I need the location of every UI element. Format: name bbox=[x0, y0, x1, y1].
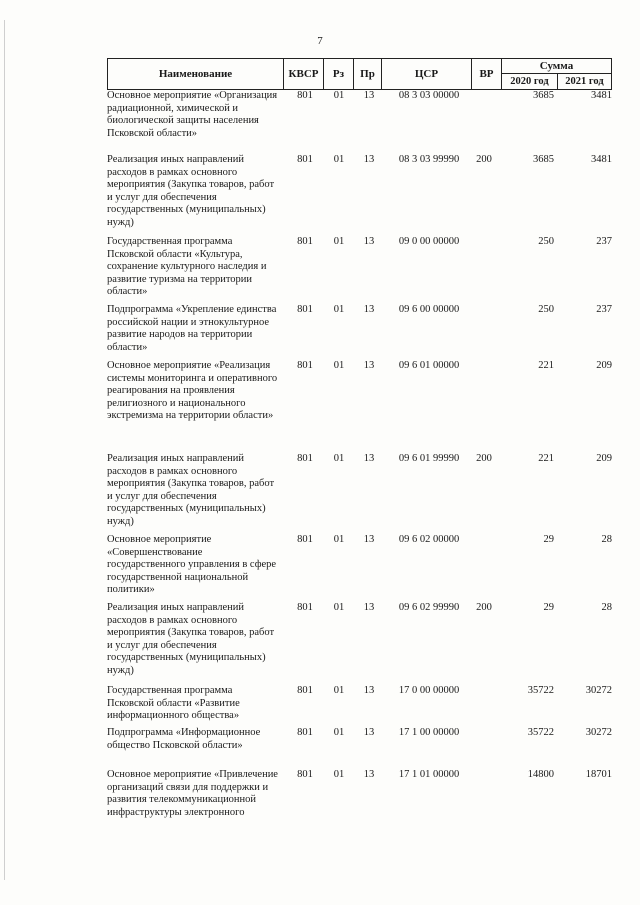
row-name: Реализация иных направлений расходов в рамках основного мероприятия (Закупка товаров, работ и услуг для обеспечения государственных (муниципальных) нужд) bbox=[107, 154, 275, 228]
row-rz: 01 bbox=[333, 534, 345, 545]
row-csr: 08 3 03 00000 bbox=[398, 90, 460, 101]
row-kvsr: 801 bbox=[297, 90, 313, 101]
row-sum-2021: 18701 bbox=[585, 769, 612, 780]
row-name: Основное мероприятие «Организация радиационной, химической и биологической защиты населения Псковской области» bbox=[107, 90, 278, 139]
row-name: Основное мероприятие «Привлечение организаций связи для поддержки и развития телекоммуникационной инфраструктуры электронного bbox=[107, 769, 278, 818]
row-sum-2021: 30272 bbox=[585, 727, 612, 738]
header-year-2020: 2020 год bbox=[501, 74, 557, 89]
row-csr: 09 6 02 99990 bbox=[398, 602, 460, 613]
row-sum-2020: 250 bbox=[538, 304, 554, 315]
row-name: Основное мероприятие «Реализация системы мониторинга и оперативного реагирования на проявления религиозного и национального экстремизма на территории области» bbox=[107, 360, 278, 422]
row-kvsr: 801 bbox=[297, 304, 313, 315]
row-pr: 13 bbox=[363, 534, 375, 545]
row-sum-2020: 221 bbox=[538, 453, 554, 464]
row-csr: 17 1 01 00000 bbox=[398, 769, 460, 780]
row-pr: 13 bbox=[363, 769, 375, 780]
row-kvsr: 801 bbox=[297, 236, 313, 247]
header-name: Наименование bbox=[107, 59, 283, 89]
row-kvsr: 801 bbox=[297, 769, 313, 780]
row-csr: 09 6 01 99990 bbox=[398, 453, 460, 464]
row-rz: 01 bbox=[333, 602, 345, 613]
row-pr: 13 bbox=[363, 602, 375, 613]
row-csr: 09 6 02 00000 bbox=[398, 534, 460, 545]
row-csr: 09 6 00 00000 bbox=[398, 304, 460, 315]
row-vr: 200 bbox=[476, 154, 492, 165]
row-rz: 01 bbox=[333, 727, 345, 738]
row-sum-2021: 209 bbox=[596, 453, 612, 464]
row-sum-2021: 30272 bbox=[585, 685, 612, 696]
row-rz: 01 bbox=[333, 154, 345, 165]
row-pr: 13 bbox=[363, 90, 375, 101]
row-csr: 17 0 00 00000 bbox=[398, 685, 460, 696]
scan-margin-line bbox=[4, 20, 5, 880]
row-sum-2021: 3481 bbox=[591, 90, 612, 101]
row-rz: 01 bbox=[333, 236, 345, 247]
header-sum: Сумма bbox=[501, 59, 612, 74]
row-sum-2020: 3685 bbox=[533, 90, 554, 101]
row-csr: 08 3 03 99990 bbox=[398, 154, 460, 165]
row-rz: 01 bbox=[333, 453, 345, 464]
row-csr: 09 0 00 00000 bbox=[398, 236, 460, 247]
row-kvsr: 801 bbox=[297, 453, 313, 464]
row-sum-2021: 3481 bbox=[591, 154, 612, 165]
row-sum-2020: 29 bbox=[543, 602, 554, 613]
row-sum-2021: 209 bbox=[596, 360, 612, 371]
row-pr: 13 bbox=[363, 453, 375, 464]
row-sum-2020: 29 bbox=[543, 534, 554, 545]
row-sum-2020: 3685 bbox=[533, 154, 554, 165]
row-sum-2021: 237 bbox=[596, 304, 612, 315]
row-name: Реализация иных направлений расходов в рамках основного мероприятия (Закупка товаров, работ и услуг для обеспечения государственных (муниципальных) нужд) bbox=[107, 453, 275, 527]
page-number: 7 bbox=[317, 35, 323, 47]
row-kvsr: 801 bbox=[297, 154, 313, 165]
row-sum-2021: 28 bbox=[601, 602, 612, 613]
row-kvsr: 801 bbox=[297, 685, 313, 696]
row-pr: 13 bbox=[363, 685, 375, 696]
row-sum-2020: 14800 bbox=[527, 769, 554, 780]
row-sum-2020: 35722 bbox=[527, 685, 554, 696]
row-name: Подпрограмма «Укрепление единства российской нации и этнокультурное развитие народов на территории области» bbox=[107, 304, 277, 353]
header-pr: Пр bbox=[353, 59, 381, 89]
row-vr: 200 bbox=[476, 453, 492, 464]
row-sum-2020: 221 bbox=[538, 360, 554, 371]
row-vr: 200 bbox=[476, 602, 492, 613]
row-pr: 13 bbox=[363, 304, 375, 315]
header-kvsr: КВСР bbox=[283, 59, 323, 89]
table-header bbox=[107, 58, 612, 90]
header-vr: ВР bbox=[471, 59, 501, 89]
row-sum-2021: 28 bbox=[601, 534, 612, 545]
row-name: Подпрограмма «Информационное общество Псковской области» bbox=[107, 727, 261, 751]
row-rz: 01 bbox=[333, 360, 345, 371]
row-name: Государственная программа Псковской области «Развитие информационного общества» bbox=[107, 685, 240, 722]
row-sum-2021: 237 bbox=[596, 236, 612, 247]
row-name: Государственная программа Псковской области «Культура, сохранение культурного наследия и развитие туризма на территории области» bbox=[107, 236, 267, 298]
row-rz: 01 bbox=[333, 304, 345, 315]
row-sum-2020: 35722 bbox=[527, 727, 554, 738]
row-csr: 17 1 00 00000 bbox=[398, 727, 460, 738]
row-rz: 01 bbox=[333, 769, 345, 780]
row-name: Основное мероприятие «Совершенствование государственного управления в сфере государственной национальной политики» bbox=[107, 534, 277, 596]
header-rz: Рз bbox=[323, 59, 353, 89]
row-kvsr: 801 bbox=[297, 360, 313, 371]
header-csr: ЦСР bbox=[381, 59, 471, 89]
row-pr: 13 bbox=[363, 236, 375, 247]
row-kvsr: 801 bbox=[297, 534, 313, 545]
row-pr: 13 bbox=[363, 727, 375, 738]
row-pr: 13 bbox=[363, 360, 375, 371]
row-rz: 01 bbox=[333, 685, 345, 696]
row-sum-2020: 250 bbox=[538, 236, 554, 247]
row-rz: 01 bbox=[333, 90, 345, 101]
row-kvsr: 801 bbox=[297, 602, 313, 613]
header-year-2021: 2021 год bbox=[557, 74, 612, 89]
row-pr: 13 bbox=[363, 154, 375, 165]
row-csr: 09 6 01 00000 bbox=[398, 360, 460, 371]
row-kvsr: 801 bbox=[297, 727, 313, 738]
row-name: Реализация иных направлений расходов в рамках основного мероприятия (Закупка товаров, работ и услуг для обеспечения государственных (муниципальных) нужд) bbox=[107, 602, 275, 676]
